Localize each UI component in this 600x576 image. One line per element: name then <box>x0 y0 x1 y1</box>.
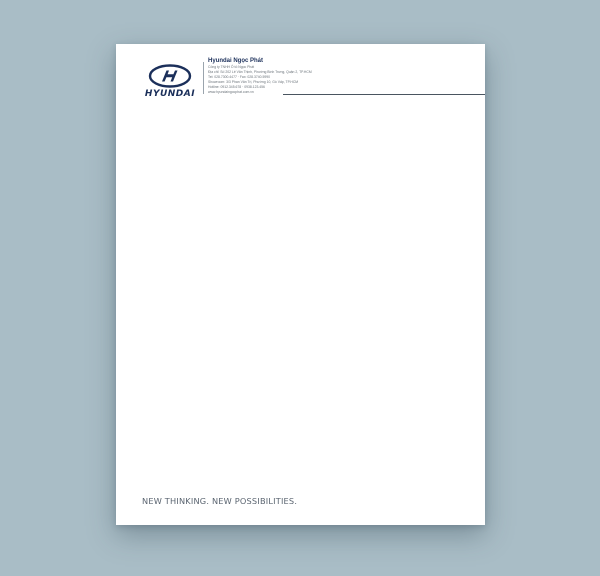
header-divider <box>203 62 204 94</box>
letterhead-page <box>116 44 485 525</box>
header-rule <box>283 94 485 95</box>
hyundai-wordmark: HYUNDAI <box>144 89 196 99</box>
contact-line: Hotline: 0912.345.678 · 0938.123.456 <box>208 85 265 89</box>
contact-line: Showroom: 3/3 Phan Văn Trị, Phường 10, Gò Vấp, TP.HCM <box>208 80 299 84</box>
contact-line: www.hyundaingocphat.com.vn <box>208 90 254 94</box>
contact-line: Công ty TNHH Ô tô Ngọc Phát <box>208 65 255 69</box>
contact-line: Địa chỉ: Số 202 Lê Văn Thịnh, Phường Bình Trưng, Quận 2, TP.HCM <box>208 70 312 74</box>
contact-block <box>208 58 368 95</box>
company-name: Hyundai Ngọc Phát <box>208 58 264 64</box>
contact-line: Tel: 028.7300.4477 · Fax: 028.3740.5990 <box>208 75 271 79</box>
hyundai-logo <box>140 64 200 102</box>
hyundai-h-emblem-icon <box>148 64 192 88</box>
footer-tagline: NEW THINKING. NEW POSSIBILITIES. <box>142 496 298 506</box>
